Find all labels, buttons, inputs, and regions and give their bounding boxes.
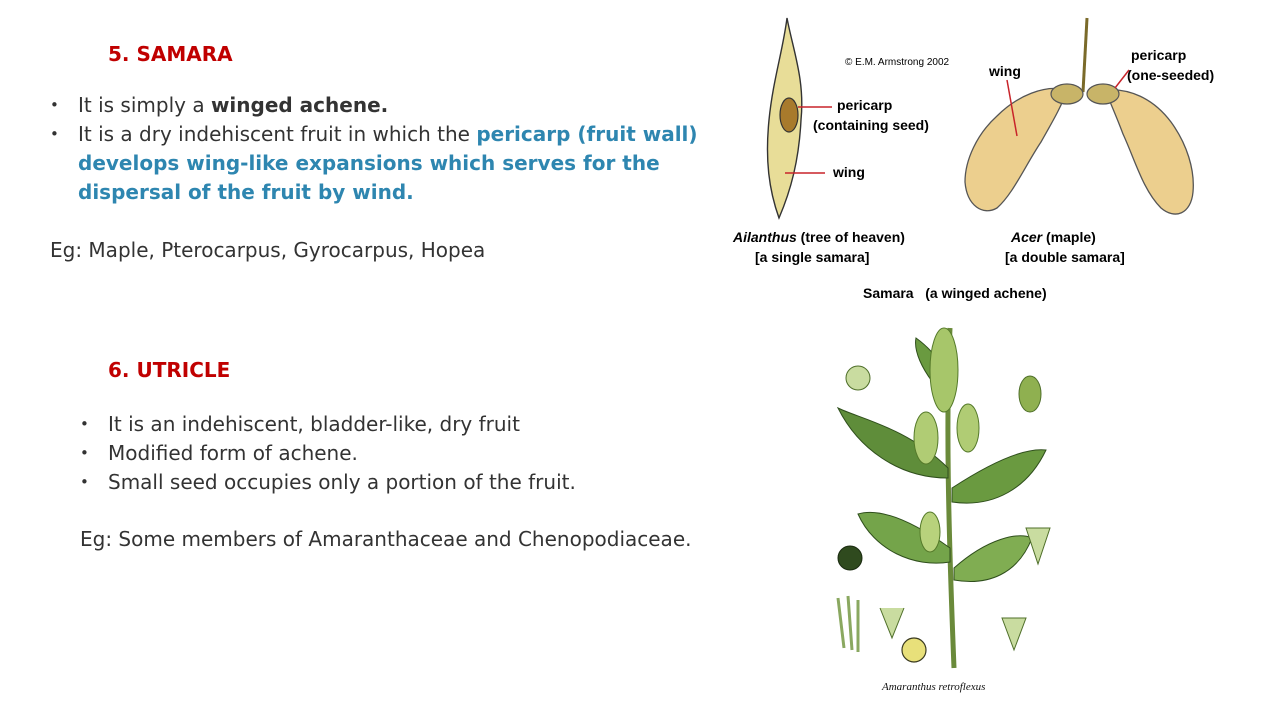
flower-spike-right [957,404,979,452]
detail-stamens [838,596,858,652]
detail-flower-1 [846,366,870,390]
ailanthus-type-label: [a single samara] [755,249,870,265]
pericarp-right-label: pericarp [1131,47,1187,63]
acer-left-seed [1051,84,1083,104]
utricle-example: Eg: Some members of Amaranthaceae and Chenopodiaceae. [80,527,692,551]
pericarp-label: pericarp [837,97,893,113]
acer-stalk [1083,18,1087,92]
acer-right-wing [1105,90,1193,214]
detail-fruit [1019,376,1041,412]
flower-spike-left [914,412,938,464]
acer-left-wing [965,88,1067,210]
samara-diagram [725,10,1265,310]
samara-figure-caption: Samara (a winged achene) [863,285,1047,301]
detail-flower-3 [1002,618,1026,650]
ailanthus-seed [780,98,798,132]
containing-seed-label: (containing seed) [813,117,929,133]
ailanthus-name-label: Ailanthus (tree of heaven) [733,229,905,245]
acer-right-seed [1087,84,1119,104]
utricle-bullet-3: • Small seed occupies only a portion of the fruit. [80,468,720,497]
amaranthus-illustration [818,318,1058,700]
samara-example: Eg: Maple, Pterocarpus, Gyrocarpus, Hopea [50,238,486,262]
samara-heading: 5. SAMARA [108,42,233,66]
leaf-right-upper [952,450,1046,503]
leaf-right-lower [954,536,1032,582]
samara-bullet-2: • It is a dry indehiscent fruit in which the pericarp (fruit wall) develops wing-like expansions which serves for the dispersal of the fruit by wind. [50,120,725,207]
wing-left-label: wing [833,164,865,180]
wing-right-label: wing [989,63,1021,79]
flower-spike-top [930,328,958,412]
utricle-bullet-list [80,410,720,497]
samara-bullet-list [50,91,725,207]
samara-bullet-1: • It is simply a winged achene. [50,91,725,120]
detail-seed [838,546,862,570]
flower-spike-lower [920,512,940,552]
detail-bract [880,608,904,638]
utricle-heading: 6. UTRICLE [108,358,231,382]
detail-seed-section [902,638,926,662]
acer-name-label: Acer (maple) [1011,229,1096,245]
utricle-bullet-2: • Modified form of achene. [80,439,720,468]
utricle-bullet-1: • It is an indehiscent, bladder-like, dry fruit [80,410,720,439]
copyright-label: © E.M. Armstrong 2002 [845,57,950,68]
one-seeded-label: (one-seeded) [1127,67,1215,83]
acer-type-label: [a double samara] [1005,249,1125,265]
amaranthus-caption: Amaranthus retroflexus [882,681,986,693]
detail-flower-2 [1026,528,1050,564]
